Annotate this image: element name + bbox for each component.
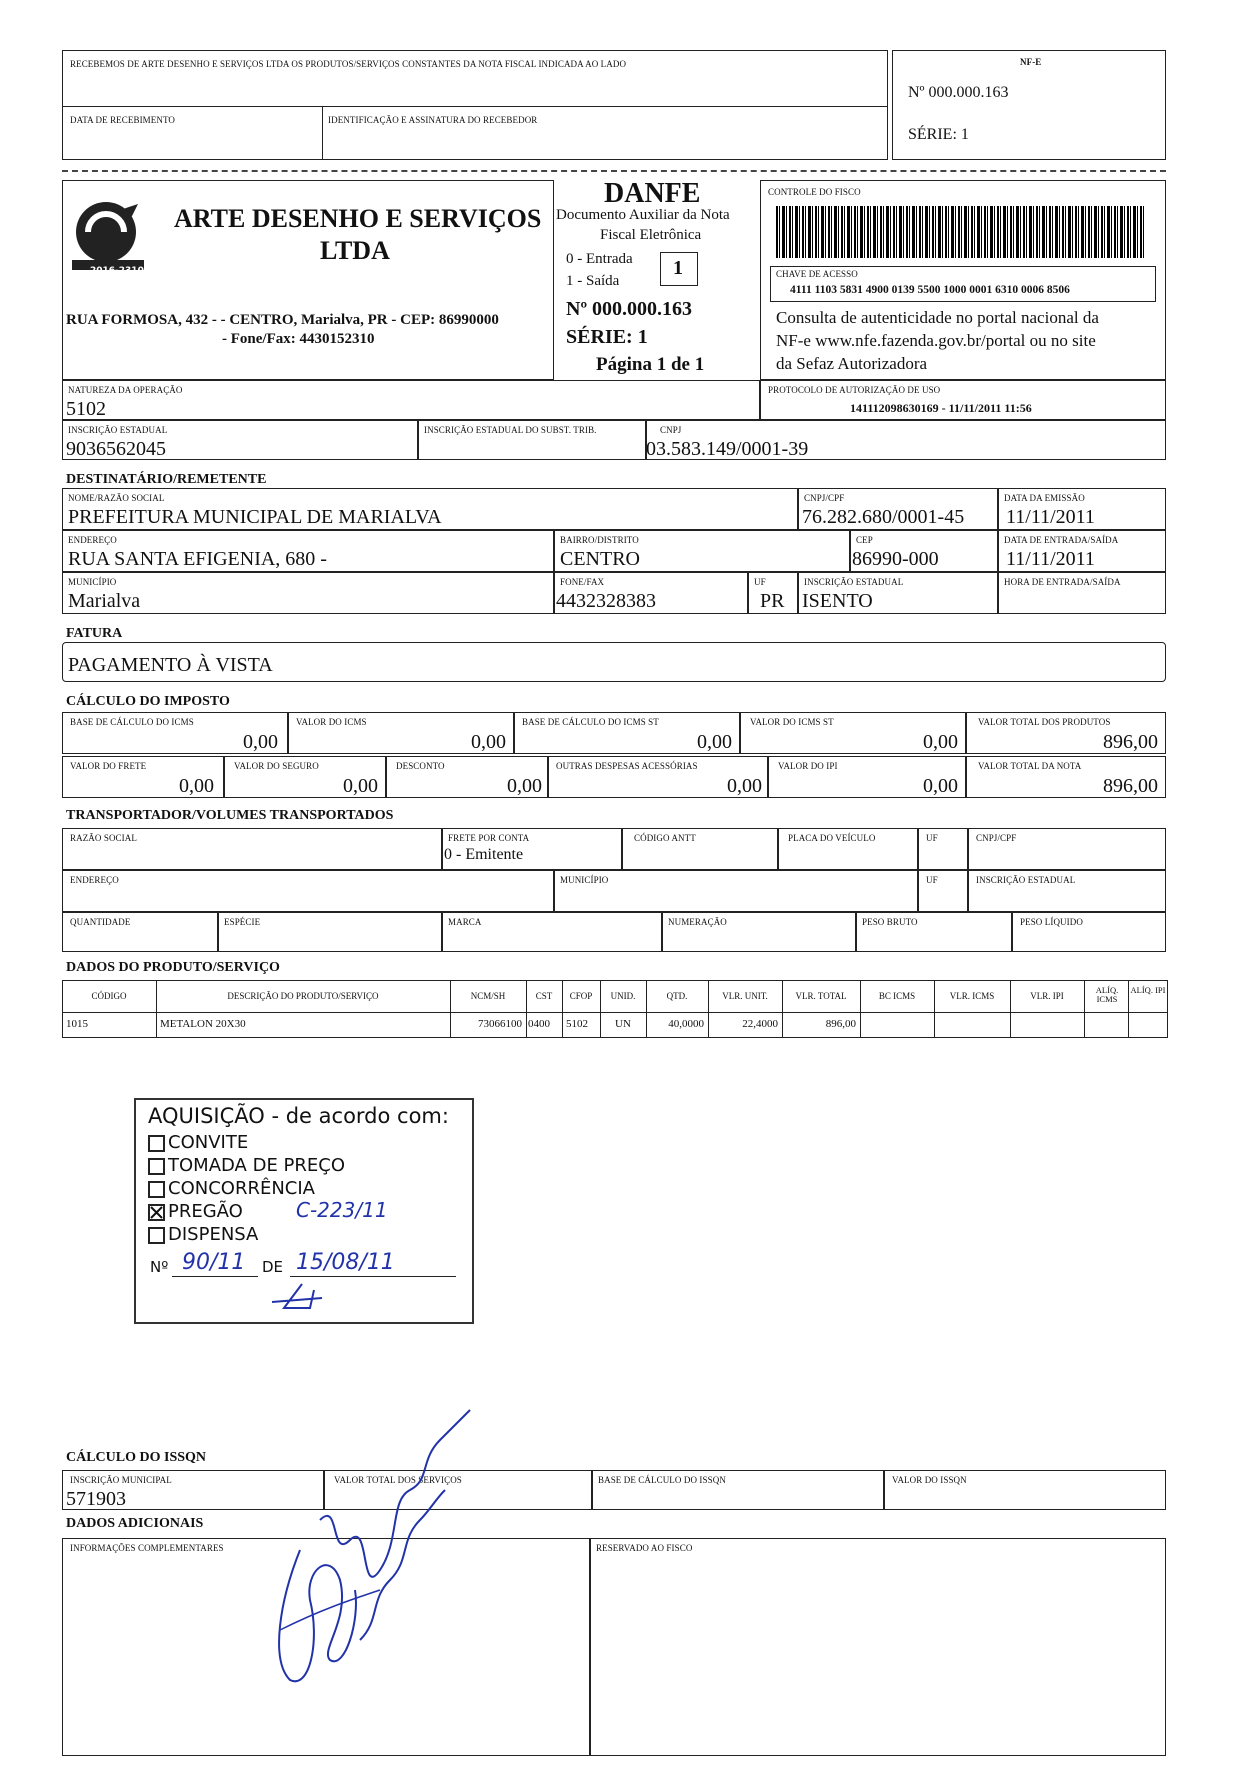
canhoto-receipt-text: RECEBEMOS DE ARTE DESENHO E SERVIÇOS LTDA OS PRODUTOS/SERVIÇOS CONSTANTES DA NOTA FISCAL INDICADA AO LADO: [70, 59, 627, 69]
dest-cep-label: CEP: [856, 535, 873, 545]
dest-nome-label: NOME/RAZÃO SOCIAL: [68, 493, 165, 503]
imp-r2-c2-value: 0,00: [507, 775, 542, 797]
reservado-fisco-label: RESERVADO AO FISCO: [596, 1543, 693, 1553]
td-unid: UN: [615, 1018, 631, 1030]
th-codigo: CÓDIGO: [91, 991, 127, 1001]
produtos-section: DADOS DO PRODUTO/SERVIÇO: [66, 960, 280, 975]
imp-r2-c1-value: 0,00: [343, 775, 378, 797]
tr-marca-label: MARCA: [448, 917, 482, 927]
td-cst: 0400: [528, 1018, 550, 1030]
imp-r1-c0-value: 0,00: [243, 731, 278, 753]
tr-municipio-label: MUNICÍPIO: [560, 875, 609, 885]
stamp-initial-scribble: [262, 1278, 342, 1318]
imposto-section: CÁLCULO DO IMPOSTO: [66, 694, 230, 709]
th-aliq-icms: ALÍQ. ICMS: [1095, 985, 1119, 1004]
imp-r1-c2-value: 0,00: [697, 731, 732, 753]
protocolo-label: PROTOCOLO DE AUTORIZAÇÃO DE USO: [768, 385, 941, 395]
dest-fone-label: FONE/FAX: [560, 577, 605, 587]
barcode: [776, 206, 1146, 258]
stamp-pregao-note: C-223/11: [296, 1198, 388, 1222]
transportador-section: TRANSPORTADOR/VOLUMES TRANSPORTADOS: [66, 808, 394, 823]
dest-municipio-label: MUNICÍPIO: [68, 577, 117, 587]
stamp-option-concorrencia: CONCORRÊNCIA: [168, 1178, 315, 1199]
controle-fisco-label: CONTROLE DO FISCO: [768, 187, 861, 197]
stamp-checkbox-convite: [148, 1135, 165, 1152]
destinatario-section: DESTINATÁRIO/REMETENTE: [66, 472, 267, 487]
danfe-subtitle2: Fiscal Eletrônica: [600, 227, 702, 243]
tr-liquido-label: PESO LÍQUIDO: [1020, 917, 1083, 927]
th-ncm: NCM/SH: [470, 991, 506, 1001]
dest-saida-value: 11/11/2011: [1006, 548, 1095, 570]
stamp-checkbox-pregao-checked: [148, 1204, 165, 1221]
dest-uf-value: PR: [760, 590, 785, 612]
tr-uf-label: UF: [926, 833, 938, 843]
th-unid: UNID.: [610, 991, 636, 1001]
natureza-value: 5102: [66, 398, 106, 420]
issqn-section: CÁLCULO DO ISSQN: [66, 1450, 207, 1465]
td-cfop: 5102: [566, 1018, 588, 1030]
dest-cep-value: 86990-000: [852, 548, 939, 570]
dest-emissao-label: DATA DA EMISSÃO: [1004, 493, 1085, 503]
natureza-label: NATUREZA DA OPERAÇÃO: [68, 385, 183, 395]
stamp-numero-prefix: Nº: [150, 1258, 169, 1276]
imp-r2-c0-value: 0,00: [179, 775, 214, 797]
th-bc-icms: BC ICMS: [878, 991, 916, 1001]
stamp-option-pregao: PREGÃO: [168, 1201, 243, 1222]
dest-ie-label: INSCRIÇÃO ESTADUAL: [804, 577, 904, 587]
canhoto-id-label: IDENTIFICAÇÃO E ASSINATURA DO RECEBEDOR: [328, 115, 538, 125]
danfe-serie: SÉRIE: 1: [566, 326, 648, 348]
imp-r1-c3-label: VALOR DO ICMS ST: [750, 717, 834, 727]
col-sep-4: [562, 980, 563, 1038]
company-name-line1: ARTE DESENHO E SERVIÇOS: [174, 204, 542, 233]
imp-r1-c2-label: BASE DE CÁLCULO DO ICMS ST: [522, 717, 659, 727]
chave-label: CHAVE DE ACESSO: [776, 269, 858, 279]
canhoto-date-label: DATA DE RECEBIMENTO: [70, 115, 176, 125]
stamp-title: AQUISIÇÃO - de acordo com:: [148, 1104, 449, 1128]
th-cst: CST: [535, 991, 553, 1001]
col-sep-12: [1084, 980, 1085, 1038]
imp-r1-c1-value: 0,00: [471, 731, 506, 753]
stamp-de: DE: [262, 1258, 284, 1276]
danfe-number: Nº 000.000.163: [566, 298, 693, 320]
stamp-data-line: [290, 1276, 456, 1277]
td-vlr-total: 896,00: [825, 1018, 856, 1030]
imp-r2-c5-value: 896,00: [1103, 775, 1158, 797]
company-address-line2: - Fone/Fax: 4430152310: [222, 331, 375, 347]
tr-bruto-label: PESO BRUTO: [862, 917, 918, 927]
tr-numeracao-label: NUMERAÇÃO: [668, 917, 727, 927]
stamp-data: 15/08/11: [296, 1250, 395, 1275]
dest-bairro-label: BAIRRO/DISTRITO: [560, 535, 639, 545]
td-codigo: 1015: [66, 1018, 88, 1030]
tr-placa-label: PLACA DO VEÍCULO: [788, 833, 876, 843]
dest-ie-value: ISENTO: [802, 590, 873, 612]
stamp-checkbox-dispensa: [148, 1227, 165, 1244]
dest-hora-label: HORA DE ENTRADA/SAÍDA: [1004, 577, 1121, 587]
tr-razao-label: RAZÃO SOCIAL: [70, 833, 137, 843]
stamp-checkbox-concorrencia: [148, 1181, 165, 1198]
col-sep-11: [1010, 980, 1011, 1038]
col-sep-1: [156, 980, 157, 1038]
produtos-header-divider: [62, 1012, 1168, 1013]
issqn-valor-label: VALOR DO ISSQN: [892, 1475, 967, 1485]
col-sep-9: [860, 980, 861, 1038]
tr-endereco-label: ENDEREÇO: [70, 875, 119, 885]
ie-st-label: INSCRIÇÃO ESTADUAL DO SUBST. TRIB.: [424, 425, 597, 435]
danfe-title: DANFE: [604, 178, 701, 209]
td-descricao: METALON 20X30: [160, 1018, 246, 1030]
issqn-im-value: 571903: [66, 1488, 126, 1510]
cnpj-label: CNPJ: [660, 425, 682, 435]
col-sep-10: [934, 980, 935, 1038]
imp-r2-c1-label: VALOR DO SEGURO: [234, 761, 319, 771]
ie-value: 9036562045: [66, 438, 166, 460]
th-vlr-total: VLR. TOTAL: [795, 991, 847, 1001]
td-ncm: 73066100: [478, 1018, 522, 1030]
company-logo-text: 2016-2310: [90, 266, 144, 276]
td-qtd: 40,0000: [668, 1018, 704, 1030]
danfe-saida: 1 - Saída: [566, 273, 620, 289]
issqn-base-label: BASE DE CÁLCULO DO ISSQN: [598, 1475, 726, 1485]
canhoto-nfe-label: NF-E: [1020, 57, 1042, 67]
imp-r2-c4-value: 0,00: [923, 775, 958, 797]
tr-frete-label: FRETE POR CONTA: [448, 833, 530, 843]
tr-uf2-label: UF: [926, 875, 938, 885]
dest-cnpj-value: 76.282.680/0001-45: [802, 506, 965, 528]
col-sep-13: [1128, 980, 1129, 1038]
tr-antt-label: CÓDIGO ANTT: [634, 833, 696, 843]
tr-especie-label: ESPÉCIE: [224, 917, 261, 927]
col-sep-3: [526, 980, 527, 1038]
company-address-line1: RUA FORMOSA, 432 - - CENTRO, Marialva, PR - CEP: 86990000: [66, 312, 499, 328]
canhoto-number: Nº 000.000.163: [908, 84, 1009, 101]
company-name-line2: LTDA: [320, 236, 390, 265]
imp-r2-c5-label: VALOR TOTAL DA NOTA: [978, 761, 1082, 771]
stamp-option-dispensa: DISPENSA: [168, 1224, 259, 1245]
handwritten-signature: [260, 1400, 500, 1700]
imp-r1-c3-value: 0,00: [923, 731, 958, 753]
canhoto-vdivider: [322, 106, 323, 160]
stamp-checkbox-tomada: [148, 1158, 165, 1175]
issqn-im-label: INSCRIÇÃO MUNICIPAL: [70, 1475, 172, 1485]
stamp-option-convite: CONVITE: [168, 1132, 249, 1153]
adicionais-section: DADOS ADICIONAIS: [66, 1516, 204, 1531]
imp-r1-c1-label: VALOR DO ICMS: [296, 717, 367, 727]
dest-uf-label: UF: [754, 577, 766, 587]
dest-municipio-value: Marialva: [68, 590, 141, 612]
consulta-line1: Consulta de autenticidade no portal nacional da: [776, 308, 1099, 327]
fatura-section: FATURA: [66, 626, 123, 641]
consulta-line2: NF-e www.nfe.fazenda.gov.br/portal ou no site: [776, 331, 1096, 350]
th-cfop: CFOP: [569, 991, 593, 1001]
protocolo-value: 141112098630169 - 11/11/2011 11:56: [850, 401, 1032, 415]
dest-bairro-value: CENTRO: [560, 548, 640, 570]
td-vlr-unit: 22,4000: [742, 1018, 778, 1030]
imp-r1-c0-label: BASE DE CÁLCULO DO ICMS: [70, 717, 194, 727]
dest-emissao-value: 11/11/2011: [1006, 506, 1095, 528]
company-logo: [68, 196, 148, 276]
dest-nome-value: PREFEITURA MUNICIPAL DE MARIALVA: [68, 506, 442, 528]
danfe-subtitle1: Documento Auxiliar da Nota: [556, 207, 730, 223]
danfe-entrada: 0 - Entrada: [566, 251, 633, 267]
issqn-servicos-label: VALOR TOTAL DOS SERVIÇOS: [334, 1475, 462, 1485]
stamp-option-tomada: TOMADA DE PREÇO: [168, 1155, 346, 1176]
th-aliq-ipi: ALÍQ. IPI: [1130, 985, 1166, 995]
dest-cnpj-label: CNPJ/CPF: [804, 493, 845, 503]
reservado-fisco-box: [590, 1538, 1166, 1756]
th-qtd: QTD.: [666, 991, 688, 1001]
imp-r1-c4-label: VALOR TOTAL DOS PRODUTOS: [978, 717, 1111, 727]
danfe-type-value: 1: [673, 257, 683, 279]
stamp-numero: 90/11: [182, 1250, 246, 1275]
th-vlr-unit: VLR. UNIT.: [722, 991, 768, 1001]
cut-line: [62, 170, 1166, 172]
tr-endereco-box: [62, 870, 554, 912]
th-descricao: DESCRIÇÃO DO PRODUTO/SERVIÇO: [227, 991, 379, 1001]
imp-r2-c3-label: OUTRAS DESPESAS ACESSÓRIAS: [556, 761, 698, 771]
fatura-value: PAGAMENTO À VISTA: [68, 654, 273, 676]
th-vlr-ipi: VLR. IPI: [1030, 991, 1064, 1001]
imp-r2-c3-value: 0,00: [727, 775, 762, 797]
stamp-numero-line: [172, 1276, 258, 1277]
dest-endereco-value: RUA SANTA EFIGENIA, 680 -: [68, 548, 327, 570]
imp-r2-c2-label: DESCONTO: [396, 761, 445, 771]
imp-r2-c0-label: VALOR DO FRETE: [70, 761, 147, 771]
ie-label: INSCRIÇÃO ESTADUAL: [68, 425, 168, 435]
chave-value: 4111 1103 5831 4900 0139 5500 1000 0001 6310 0006 8506: [790, 284, 1070, 296]
tr-municipio-box: [554, 870, 918, 912]
danfe-page: Página 1 de 1: [596, 354, 705, 375]
info-complementares-label: INFORMAÇÕES COMPLEMENTARES: [70, 1543, 224, 1553]
tr-cnpj-label: CNPJ/CPF: [976, 833, 1017, 843]
tr-qtd-label: QUANTIDADE: [70, 917, 131, 927]
canhoto-serie: SÉRIE: 1: [908, 126, 969, 143]
imp-r1-c4-value: 896,00: [1103, 731, 1158, 753]
dest-fone-value: 4432328383: [556, 590, 656, 612]
th-vlr-icms: VLR. ICMS: [949, 991, 995, 1001]
imp-r2-c4-label: VALOR DO IPI: [778, 761, 838, 771]
tr-frete-value: 0 - Emitente: [444, 846, 524, 863]
canhoto-divider: [62, 106, 888, 107]
dest-endereco-label: ENDEREÇO: [68, 535, 117, 545]
tr-ie-label: INSCRIÇÃO ESTADUAL: [976, 875, 1076, 885]
consulta-line3: da Sefaz Autorizadora: [776, 354, 928, 373]
cnpj-value: 03.583.149/0001-39: [646, 438, 809, 460]
dest-saida-label: DATA DE ENTRADA/SAÍDA: [1004, 535, 1119, 545]
